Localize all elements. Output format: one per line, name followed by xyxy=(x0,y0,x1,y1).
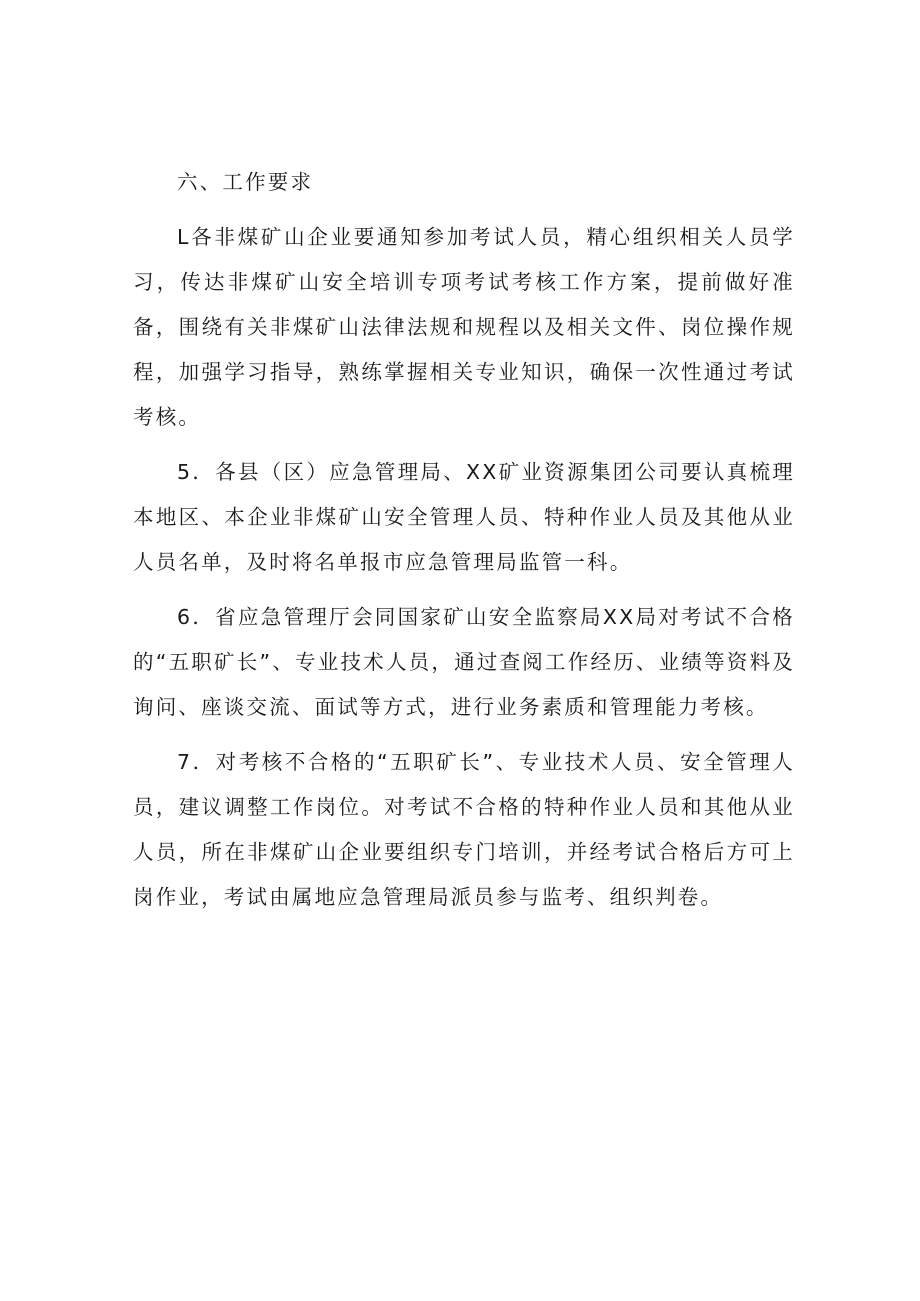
paragraph-item-6: 6．省应急管理厅会同国家矿山安全监察局XX局对考试不合格的“五职矿长”、专业技术人员，通过查阅工作经历、业绩等资料及询问、座谈交流、面试等方式，进行业务素质和管理能力考核。 xyxy=(133,605,795,719)
document-body xyxy=(133,160,795,930)
paragraph-item-7: 7．对考核不合格的“五职矿长”、专业技术人员、安全管理人员，建议调整工作岗位。对考试不合格的特种作业人员和其他从业人员，所在非煤矿山企业要组织专门培训，并经考试合格后方可上岗作业，考试由属地应急管理局派员参与监考、组织判卷。 xyxy=(133,750,795,909)
paragraph-item-5: 5．各县（区）应急管理局、XX矿业资源集团公司要认真梳理本地区、本企业非煤矿山安全管理人员、特种作业人员及其他从业人员名单，及时将名单报市应急管理局监管一科。 xyxy=(133,460,795,574)
paragraph-item-1: L各非煤矿山企业要通知参加考试人员，精心组织相关人员学习，传达非煤矿山安全培训专项考试考核工作方案，提前做好准备，围绕有关非煤矿山法律法规和规程以及相关文件、岗位操作规程，加强学习指导，熟练掌握相关专业知识，确保一次性通过考试考核。 xyxy=(133,225,795,429)
section-heading: 六、工作要求 xyxy=(177,170,314,194)
